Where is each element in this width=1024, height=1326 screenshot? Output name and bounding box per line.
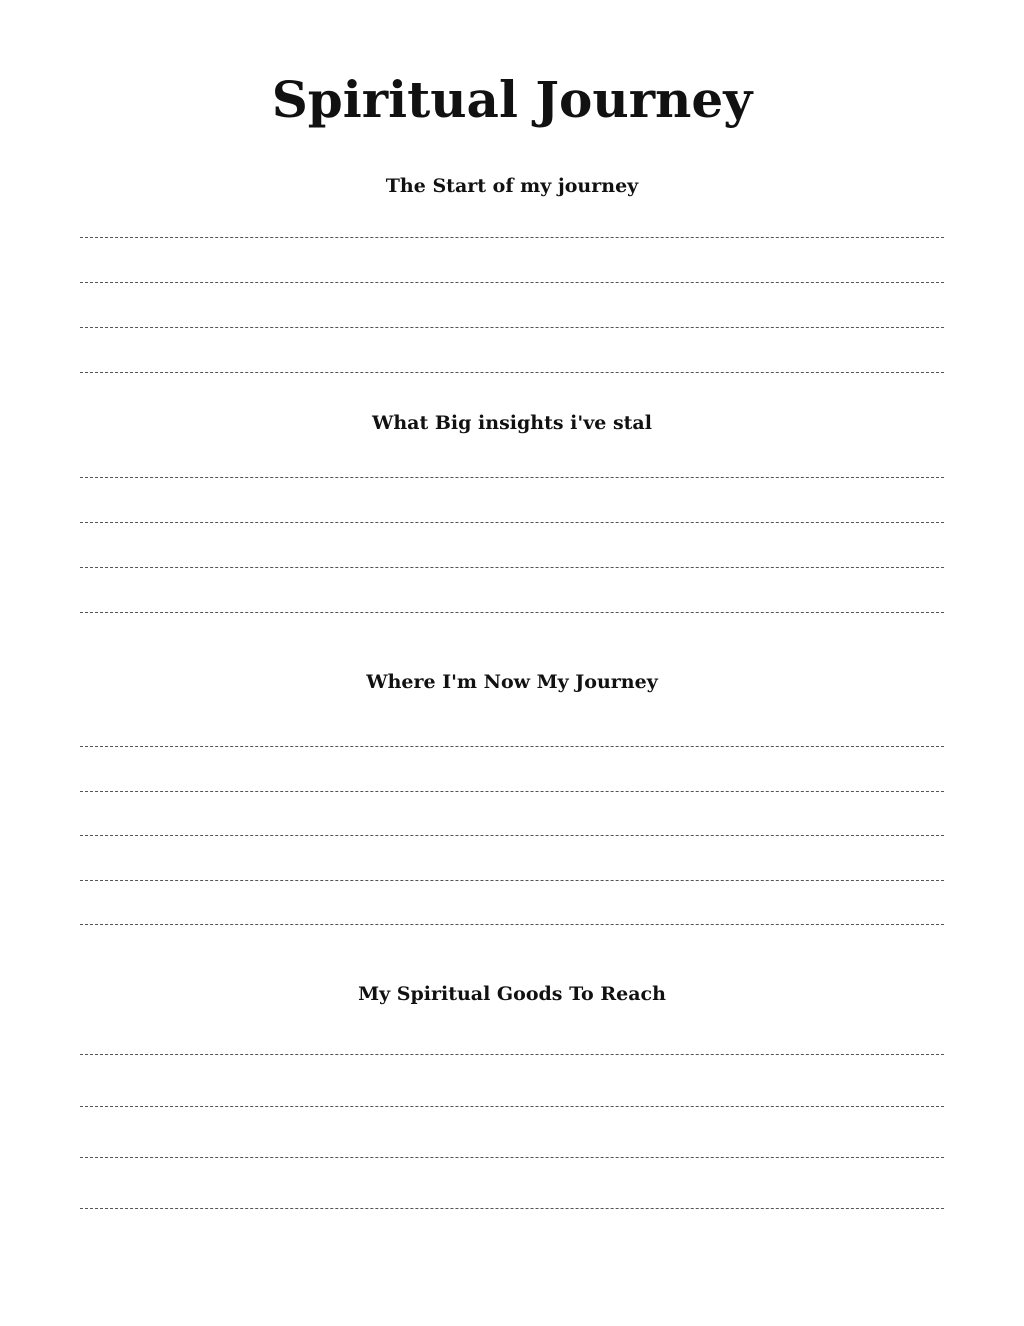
section-heading: Where I'm Now My Journey	[366, 671, 658, 693]
writing-line[interactable]	[80, 1106, 944, 1107]
writing-line[interactable]	[80, 567, 944, 568]
page-title: Spiritual Journey	[271, 70, 753, 129]
writing-line[interactable]	[80, 924, 944, 925]
writing-line[interactable]	[80, 1054, 944, 1055]
writing-line[interactable]	[80, 612, 944, 613]
writing-line[interactable]	[80, 237, 944, 238]
writing-line[interactable]	[80, 880, 944, 881]
section-heading: The Start of my journey	[385, 175, 639, 197]
writing-line[interactable]	[80, 372, 944, 373]
writing-line[interactable]	[80, 746, 944, 747]
writing-line[interactable]	[80, 477, 944, 478]
writing-line[interactable]	[80, 791, 944, 792]
writing-line[interactable]	[80, 282, 944, 283]
section-heading: My Spiritual Goods To Reach	[358, 983, 666, 1005]
writing-line[interactable]	[80, 1208, 944, 1209]
section-heading: What Big insights i've stal	[372, 412, 652, 434]
writing-line[interactable]	[80, 327, 944, 328]
writing-line[interactable]	[80, 522, 944, 523]
writing-line[interactable]	[80, 835, 944, 836]
writing-line[interactable]	[80, 1157, 944, 1158]
